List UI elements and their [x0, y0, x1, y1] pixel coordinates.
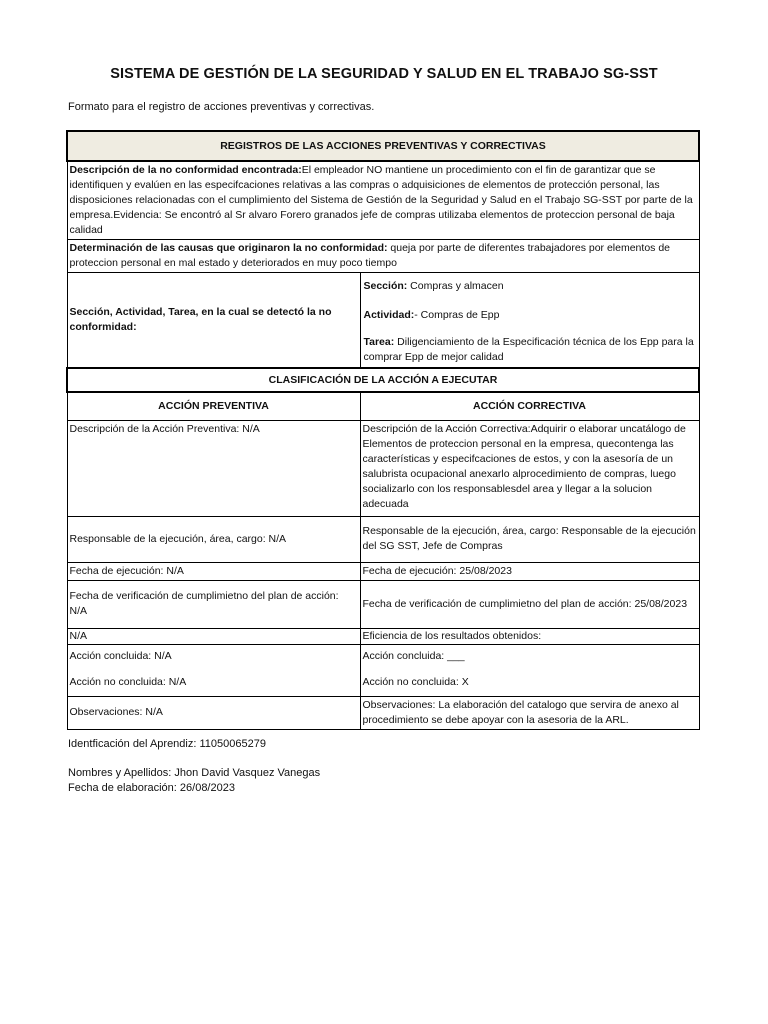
nonconformity-label: Descripción de la no conformidad encontrada: — [69, 164, 302, 176]
section-details — [360, 273, 699, 369]
corrective-observations: Observaciones: La elaboración del catalogo que servira de anexo al procedimiento se debe apoyar con la asesoria de la ARL. — [360, 696, 699, 729]
causes-label: Determinación de las causas que originaron la no conformidad: — [69, 242, 388, 254]
nonconformity-text: El empleador NO mantiene un procedimiento con el fin de garantizar que se identifiquen y evalúen en las especifcaciones relativas a las compras o adquisiciones de elementos de protección personal, las disposiciones relacionadas con el cumplimiento del Sistema de Gestión de la Seguridad y Salud en el Trabajo SG-SST por parte de la empresa.Evidencia: Se encontró al Sr alvaro Forero granados jefe de compras utilizaba elementos de proteccion personal de baja calidad — [69, 164, 693, 236]
corrective-status — [360, 644, 699, 696]
corrective-responsible: Responsable de la ejecución, área, cargo: Responsable de la ejecución del SG SST, Jefe de Compras — [360, 516, 699, 562]
corrective-header: ACCIÓN CORRECTIVA — [360, 392, 699, 420]
corrective-verification-date: Fecha de verificación de cumplimietno del plan de acción: 25/08/2023 — [360, 580, 699, 628]
activity-label: Actividad: — [363, 309, 415, 321]
corrective-not-concluded: Acción no concluida: X — [362, 675, 469, 688]
causes-cell — [67, 240, 699, 273]
register-header: REGISTROS DE LAS ACCIONES PREVENTIVAS Y CORRECTIVAS — [67, 131, 699, 161]
actions-register-table — [66, 130, 700, 730]
classification-header: CLASIFICACIÓN DE LA ACCIÓN A EJECUTAR — [67, 368, 699, 392]
section-label: Sección: — [363, 280, 408, 292]
nonconformity-cell — [67, 161, 699, 240]
elaboration-date: Fecha de elaboración: 26/08/2023 — [68, 782, 235, 794]
task-label: Tarea: — [363, 336, 395, 348]
preventive-execution-date: Fecha de ejecución: N/A — [67, 562, 360, 580]
document-subtitle: Formato para el registro de acciones preventivas y correctivas. — [68, 101, 375, 113]
preventive-header: ACCIÓN PREVENTIVA — [67, 392, 360, 420]
corrective-execution-date: Fecha de ejecución: 25/08/2023 — [360, 562, 699, 580]
corrective-description: Descripción de la Acción Correctiva:Adquirir o elaborar uncatálogo de Elementos de proteccion personal en la empresa, quecontenga las características y especifcaciones de estos, y con la asesoría de un salubrista ocupacional anexarlo alprocedimiento de compras, luego socializarlo con los responsablesdel area y llegar a la solucion adecuada — [360, 420, 699, 516]
preventive-verification-date: Fecha de verificación de cumplimietno del plan de acción: N/A — [67, 580, 360, 628]
task-value: Diligenciamiento de la Especificación técnica de los Epp para la comprar Epp de mejor calidad — [363, 336, 694, 363]
preventive-concluded: Acción concluida: N/A — [69, 649, 172, 662]
preventive-observations: Observaciones: N/A — [67, 696, 360, 729]
section-question: Sección, Actividad, Tarea, en la cual se detectó la no conformidad: — [67, 273, 360, 369]
apprentice-id: Identficación del Aprendiz: 11050065279 — [68, 738, 266, 750]
preventive-efficiency: N/A — [67, 628, 360, 644]
preventive-responsible: Responsable de la ejecución, área, cargo: N/A — [67, 516, 360, 562]
section-value: Compras y almacen — [407, 280, 504, 292]
corrective-concluded: Acción concluida: ___ — [362, 649, 465, 662]
preventive-status — [67, 644, 360, 696]
activity-value: - Compras de Epp — [414, 309, 500, 321]
preventive-not-concluded: Acción no concluida: N/A — [69, 675, 187, 688]
apprentice-names: Nombres y Apellidos: Jhon David Vasquez Vanegas — [68, 767, 321, 779]
document-title: SISTEMA DE GESTIÓN DE LA SEGURIDAD Y SALUD EN EL TRABAJO SG-SST — [110, 66, 658, 82]
corrective-efficiency: Eficiencia de los resultados obtenidos: — [360, 628, 699, 644]
causes-text: queja por parte de diferentes trabajadores por elementos de proteccion personal en mal estado y deteriorados en muy poco tiempo — [69, 242, 670, 269]
preventive-description: Descripción de la Acción Preventiva: N/A — [67, 420, 360, 516]
